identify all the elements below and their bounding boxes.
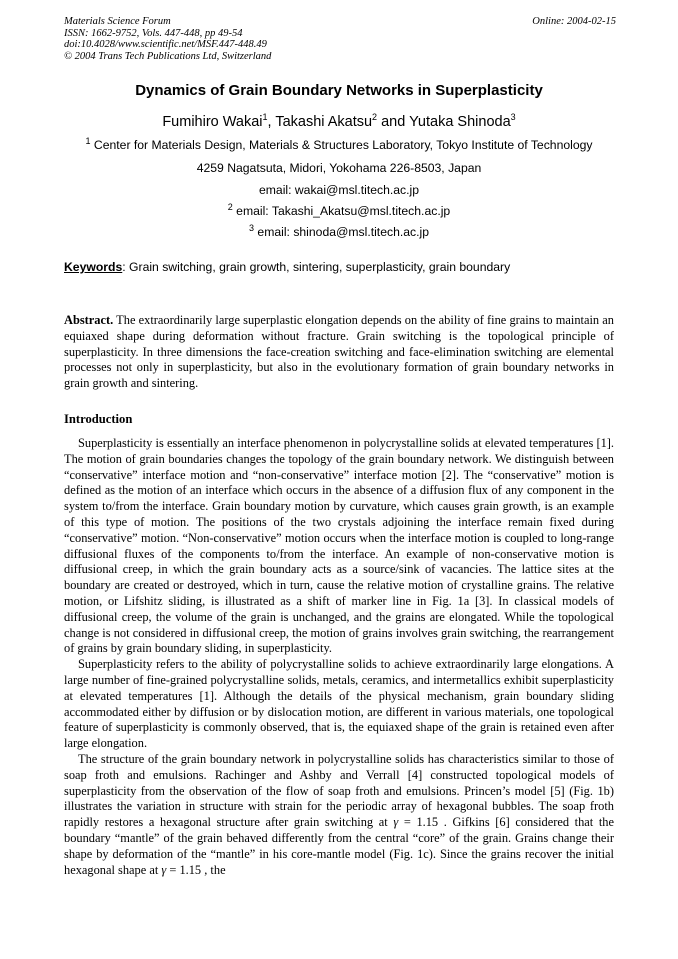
- online-date: Online: 2004-02-15: [532, 16, 616, 27]
- journal-copyright: © 2004 Trans Tech Publications Ltd, Switzerland: [64, 50, 272, 62]
- abstract-section: [64, 313, 614, 392]
- author-name: Yutaka Shinoda: [409, 114, 511, 130]
- abstract-paragraph: [64, 313, 614, 392]
- author-separator: and: [377, 114, 410, 130]
- author-separator: ,: [267, 114, 276, 130]
- keywords-colon: :: [122, 260, 126, 274]
- author-name: Fumihiro Wakai: [162, 114, 263, 130]
- author-email-line: [0, 222, 678, 239]
- keywords-line: [64, 260, 624, 274]
- introduction-section: [64, 436, 614, 878]
- journal-info: [64, 16, 271, 62]
- equation-value: = 1.15: [398, 815, 439, 830]
- paper-title: Dynamics of Grain Boundary Networks in Superplasticity: [135, 82, 543, 99]
- affiliation-mark: 3: [249, 222, 255, 233]
- author-email: email: Takashi_Akatsu@msl.titech.ac.jp: [232, 204, 451, 218]
- author-email: email: shinoda@msl.titech.ac.jp: [254, 225, 429, 239]
- paragraph-text: The structure of the grain boundary network in polycrystalline solids has characteristics similar to those of soap froth and emulsions. Rachinger and Ashby and Verrall [4] constructed topological models of superplasticity from the observation of the flow of soap froth and emulsions. Princen’s model [5] (Fig. 1b) illustrates the variation in structure with strain for the periodic array of hexagonal bubbles. The soap froth rapidly restores a hexagonal structure after grain switching at: [64, 751, 614, 830]
- journal-name: Materials Science Forum: [64, 16, 171, 27]
- affiliation-mark: 2: [227, 201, 233, 212]
- body-paragraph: Superplasticity refers to the ability of polycrystalline solids to achieve extraordinarily large elongations. A large number of fine-grained polycrystalline solids, metals, ceramics, and intermetallics exhibit superplasticity at elevated temperatures [1]. Although the details of the physical mechanism, grain boundary sliding accommodated either by diffusion or by dislocation motion, are different in various materials, one topological feature of superplasticity is commonly observed, that is, the equiaxed shape of the grain is retained even after large elongation.: [64, 657, 614, 751]
- abstract-label: Abstract.: [64, 313, 114, 327]
- keywords-label: Keywords: [64, 260, 123, 274]
- affiliation-address: 4259 Nagatsuta, Midori, Yokohama 226-8503, Japan: [196, 161, 482, 175]
- affiliation-institution: Center for Materials Design, Materials & Structures Laboratory, Tokyo Institute of Technology: [90, 138, 593, 152]
- abstract-text: The extraordinarily large superplastic elongation depends on the ability of fine grains to maintain an equiaxed shape during deformation without fracture. Grain switching is the topological principle of superplasticity. In three dimensions the face-creation switching and face-elimination switching are elemental processes not only in superplasticity, but also in the evolutionary formation of grain boundary networks in grain growth and sintering.: [64, 313, 614, 391]
- body-paragraph: Superplasticity is essentially an interface phenomenon in polycrystalline solids at elevated temperatures [1]. The motion of grain boundaries changes the topology of the grain boundary network. We distinguish between “conservative” interface motion and “non-conservative” interface motion [2]. The “conservative” motion is defined as the motion of an interface which occurs in the absence of a diffusion flux of any component in the system to/from the interface. Grain boundary motion by curvature, which causes grain growth, is an example of this type of motion. The positions of the two crystals adjoining the interface remain fixed during “conservative” motion. “Non-conservative” motion occurs when the interface motion is coupled to long-range diffusional fluxes of the components to/from the interface. An example of non-conservative motion is diffusional creep, in which the grain boundary acts as a source/sink of vacancies. The lattice sites at the boundary are created or destroyed, which in turn, cause the relative motion of crystalline grains. The relative motion, or Lifshitz sliding, is illustrated as a shift of marker line in Fig. 1a [3]. In classical models of diffusional creep, the volume of the grain is unchanged, and the grains are elongated. While the topological change is not considered in diffusional creep, the motion of grains involves grain switching, the rearrangement of grains by grain boundary sliding, in superplasticity.: [64, 436, 614, 656]
- paragraph-text: , the: [201, 862, 226, 877]
- paragraph-text: . Gifkins [6] considered that the boundary “mantle” of the grain behaved differently from the central “core” of the grain. Grains change their shape by deformation of the “mantle” in his core-mantle model (Fig. 1c). Since the grains recover the initial hexagonal shape at: [64, 815, 614, 877]
- gamma-symbol: γ: [161, 862, 167, 877]
- author-list: [0, 114, 678, 130]
- author-name: Takashi Akatsu: [275, 114, 373, 130]
- body-paragraph: [64, 752, 614, 878]
- author-affiliation-mark: 3: [510, 112, 516, 123]
- journal-issn: ISSN: 1662-9752, Vols. 447-448, pp 49-54: [64, 27, 243, 39]
- gamma-symbol: γ: [393, 815, 399, 830]
- author-email-line: [0, 201, 678, 218]
- author-affiliation-mark: 1: [262, 112, 268, 123]
- keywords-text: Grain switching, grain growth, sintering, superplasticity, grain boundary: [125, 260, 511, 274]
- author-affiliation-mark: 2: [372, 112, 378, 123]
- affiliation-line: [0, 135, 678, 152]
- section-heading: Introduction: [64, 412, 133, 426]
- author-email: email: wakai@msl.titech.ac.jp: [258, 183, 420, 197]
- equation-value: = 1.15: [166, 862, 202, 877]
- affiliation-mark: 1: [85, 135, 91, 146]
- journal-doi: doi:10.4028/www.scientific.net/MSF.447-448.49: [64, 39, 267, 50]
